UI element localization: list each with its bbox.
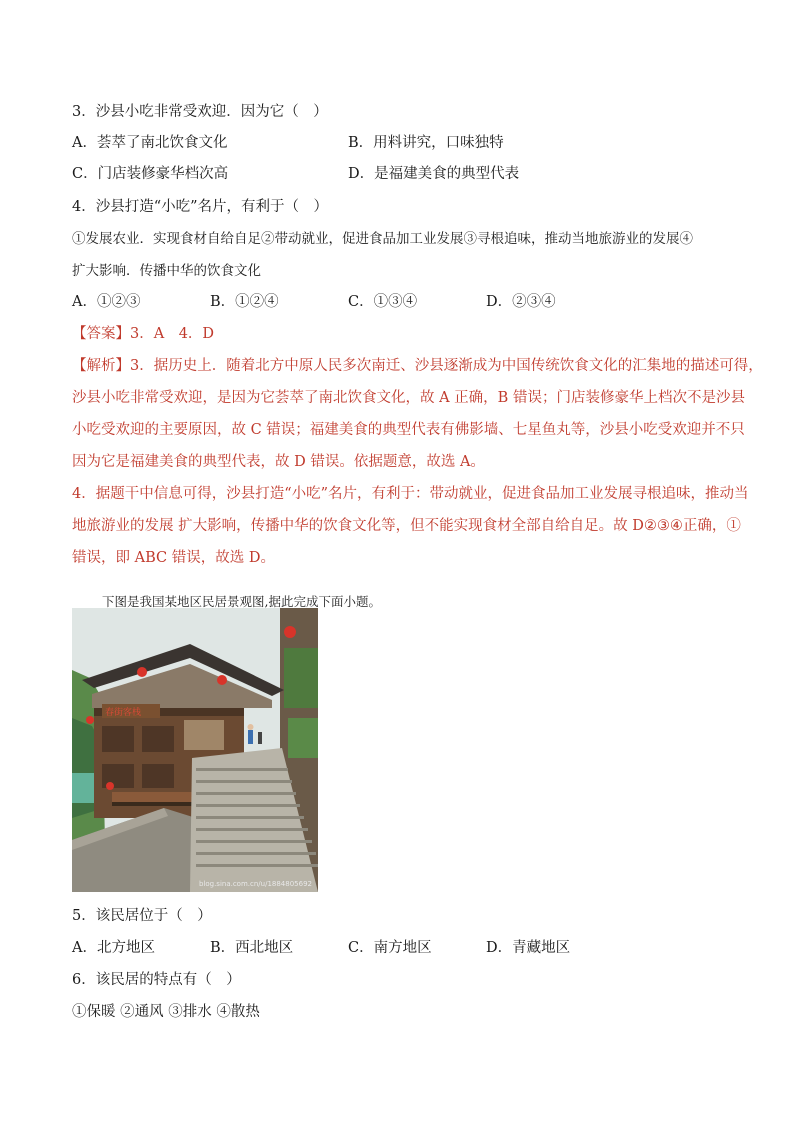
q3-option-b: B．用料讲究，口味独特 bbox=[348, 135, 504, 151]
q3-stem: 3．沙县小吃非常受欢迎．因为它（ ） bbox=[72, 104, 328, 120]
q4-statement-line-2: 扩大影响．传播中华的饮食文化 bbox=[72, 263, 261, 279]
analysis-text-1: 3．据历史上．随着北方中原人民多次南迁、沙县逐渐成为中国传统饮食文化的汇集地的描述可得， bbox=[130, 358, 763, 374]
analysis-line-7: 错误，即 ABC 错误，故选 D。 bbox=[72, 550, 275, 566]
dwelling-photo bbox=[72, 608, 318, 892]
q4-stem: 4．沙县打造“小吃”名片，有利于（ ） bbox=[72, 199, 329, 215]
q4-statement-line-1: ①发展农业．实现食材自给自足②带动就业，促进食品加工业发展③寻根追味，推动当地旅游业的发展④ bbox=[72, 231, 693, 247]
q3-option-a: A．荟萃了南北饮食文化 bbox=[72, 135, 228, 151]
analysis-line-4: 因为它是福建美食的典型代表，故 D 错误。依据题意，故选 A。 bbox=[72, 454, 485, 470]
answer-text: 3．A 4．D bbox=[130, 326, 215, 342]
q5-option-b: B．西北地区 bbox=[210, 940, 294, 956]
sign-text: 春街客栈 bbox=[105, 708, 142, 718]
q3-option-c: C．门店装修豪华档次高 bbox=[72, 166, 229, 182]
analysis-tag: 【解析】 bbox=[72, 358, 130, 374]
q4-option-a: A．①②③ bbox=[72, 294, 141, 310]
analysis-line-2: 沙县小吃非常受欢迎，是因为它荟萃了南北饮食文化，故 A 正确，B 错误；门店装修豪华上档次不是沙县 bbox=[72, 390, 745, 406]
photo-intro: 下图是我国某地区民居景观图,据此完成下面小题。 bbox=[102, 593, 381, 609]
answer-tag: 【答案】 bbox=[72, 326, 130, 342]
q4-option-b: B．①②④ bbox=[210, 294, 279, 310]
analysis-line-6: 地旅游业的发展 扩大影响，传播中华的饮食文化等，但不能实现食材全部自给自足。故 D②③④正确，① bbox=[72, 518, 741, 534]
q6-statement-line: ①保暖 ②通风 ③排水 ④散热 bbox=[72, 1004, 260, 1020]
q5-option-c: C．南方地区 bbox=[348, 940, 432, 956]
q4-option-c: C．①③④ bbox=[348, 294, 418, 310]
answer-line bbox=[72, 324, 214, 344]
analysis-line-5: 4．据题干中信息可得，沙县打造“小吃”名片，有利于：带动就业，促进食品加工业发展寻根追味，推动当 bbox=[72, 486, 749, 502]
q4-option-d: D．②③④ bbox=[486, 294, 556, 310]
q5-stem: 5．该民居位于（ ） bbox=[72, 908, 212, 924]
analysis-line-3: 小吃受欢迎的主要原因，故 C 错误；福建美食的典型代表有佛影墙、七星鱼丸等，沙县小吃受欢迎并不只 bbox=[72, 422, 745, 438]
q3-option-d: D．是福建美食的典型代表 bbox=[348, 166, 520, 182]
photo-watermark: blog.sina.com.cn/u/1884805692 bbox=[198, 880, 312, 888]
q6-stem: 6．该民居的特点有（ ） bbox=[72, 972, 241, 988]
analysis-line-1 bbox=[72, 356, 763, 376]
q5-option-a: A．北方地区 bbox=[72, 940, 155, 956]
q5-option-d: D．青藏地区 bbox=[486, 940, 571, 956]
